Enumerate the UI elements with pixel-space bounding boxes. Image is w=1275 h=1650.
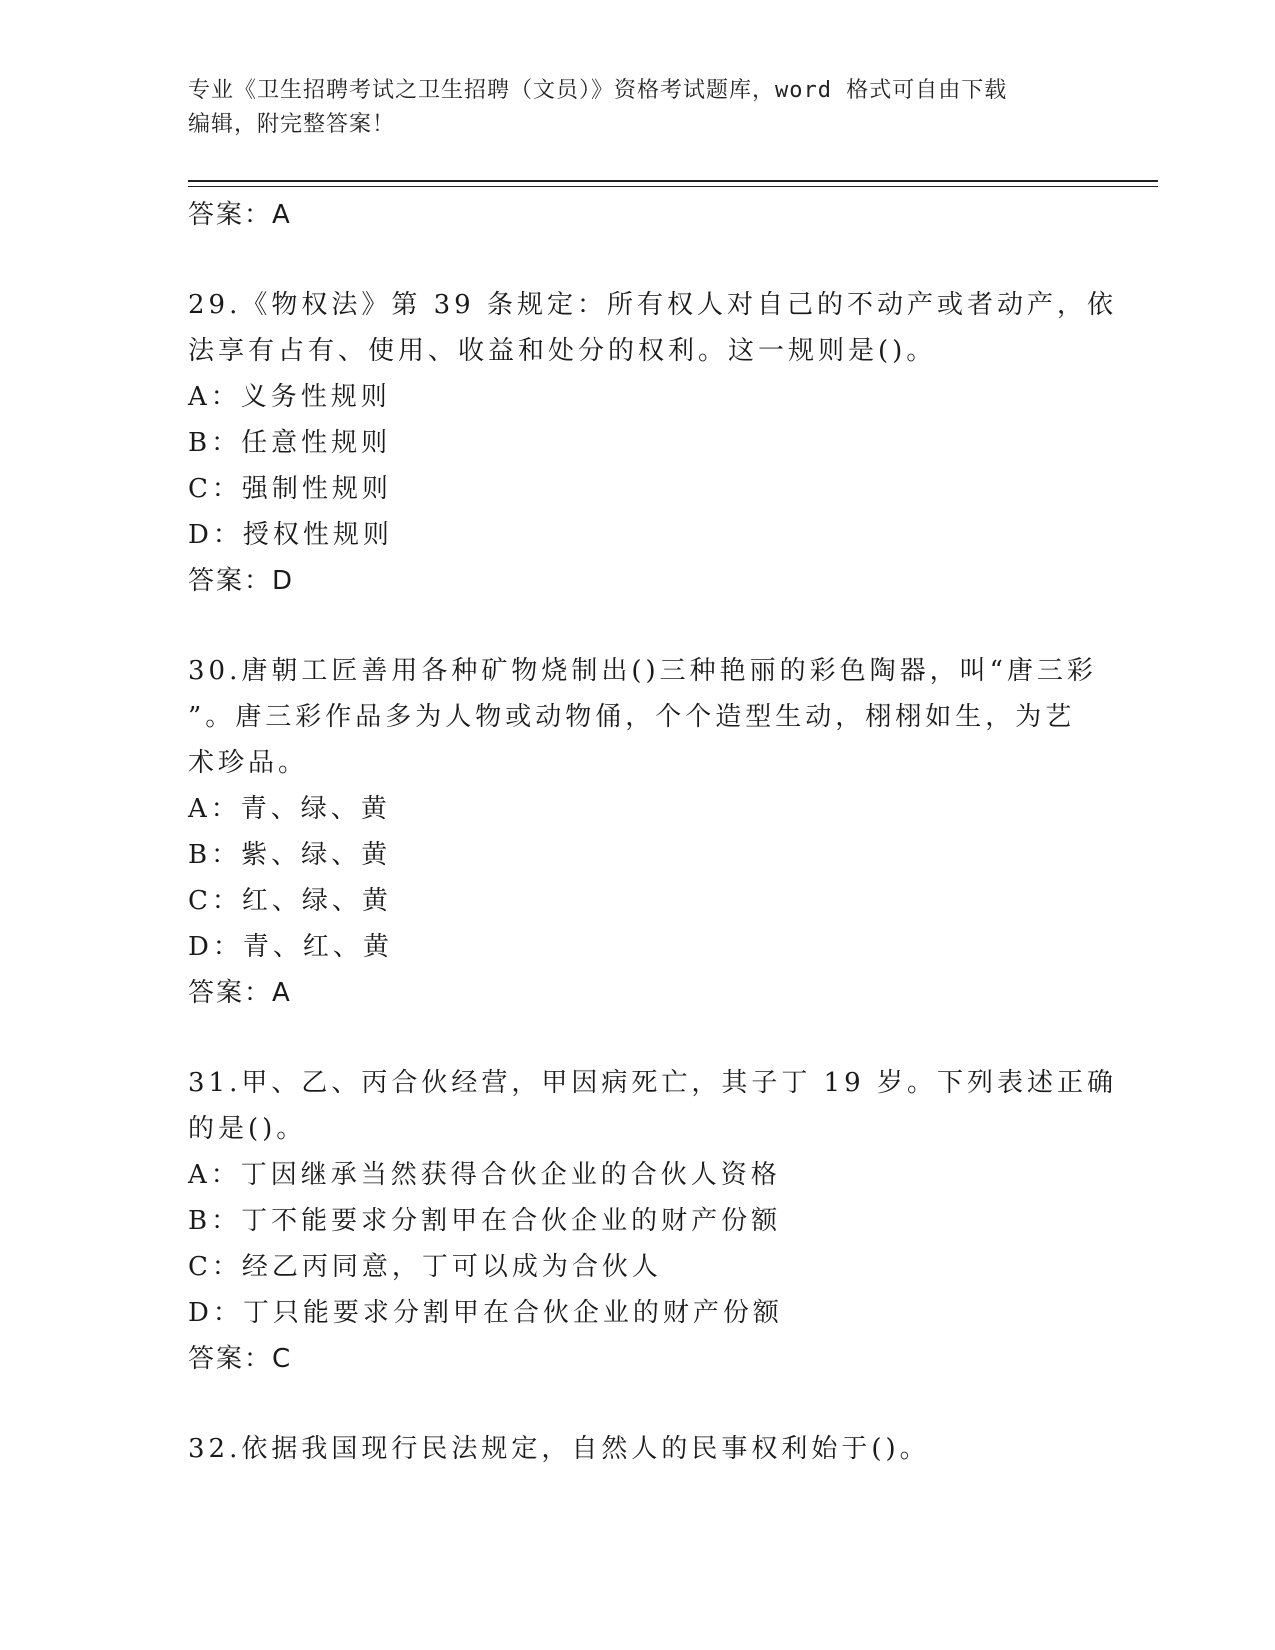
- option-d: D：丁只能要求分割甲在合伙企业的财产份额: [188, 1298, 783, 1328]
- header-line-2: 编辑，附完整答案！: [188, 112, 396, 137]
- question-text-line: 的是()。: [188, 1114, 307, 1144]
- question-31: [188, 1060, 1117, 1382]
- option-c: C：红、绿、黄: [188, 886, 392, 916]
- header-rule-thin: [188, 186, 1158, 187]
- option-d: D：青、红、黄: [188, 932, 393, 962]
- option-a: A：义务性规则: [188, 382, 391, 412]
- question-text-line: ”。唐三彩作品多为人物或动物俑，个个造型生动，栩栩如生，为艺: [188, 702, 1076, 732]
- question-text-line: 30.唐朝工匠善用各种矿物烧制出()三种艳丽的彩色陶器，叫“唐三彩: [188, 656, 1097, 686]
- question-30: [188, 648, 1097, 1016]
- document-header: [188, 74, 1068, 142]
- option-c: C：强制性规则: [188, 474, 392, 504]
- option-b: B：任意性规则: [188, 428, 392, 458]
- question-text-line: 29.《物权法》第 39 条规定：所有权人对自己的不动产或者动产，依: [188, 290, 1117, 320]
- question-text-line: 术珍品。: [188, 748, 309, 778]
- question-text-line: 法享有占有、使用、收益和处分的权利。这一规则是()。: [188, 336, 937, 366]
- question-text-line: 31.甲、乙、丙合伙经营，甲因病死亡，其子丁 19 岁。下列表述正确: [188, 1068, 1117, 1098]
- previous-answer: 答案：A: [188, 200, 292, 230]
- answer: 答案：A: [188, 978, 292, 1008]
- option-b: B：紫、绿、黄: [188, 840, 392, 870]
- question-32: [188, 1426, 1088, 1472]
- option-c: C：经乙丙同意，丁可以成为合伙人: [188, 1252, 662, 1282]
- question-list: [188, 192, 1117, 1472]
- question-29: [188, 282, 1117, 604]
- option-a: A：丁因继承当然获得合伙企业的合伙人资格: [188, 1160, 781, 1190]
- header-line-1: 专业《卫生招聘考试之卫生招聘（文员）》资格考试题库，word 格式可自由下载: [188, 78, 1008, 103]
- option-a: A：青、绿、黄: [188, 794, 391, 824]
- header-rule-thick: [188, 180, 1158, 182]
- answer: 答案：D: [188, 566, 295, 596]
- answer: 答案：C: [188, 1344, 293, 1374]
- option-d: D：授权性规则: [188, 520, 393, 550]
- question-text-line: 32.依据我国现行民法规定，自然人的民事权利始于()。: [188, 1434, 930, 1464]
- option-b: B：丁不能要求分割甲在合伙企业的财产份额: [188, 1206, 782, 1236]
